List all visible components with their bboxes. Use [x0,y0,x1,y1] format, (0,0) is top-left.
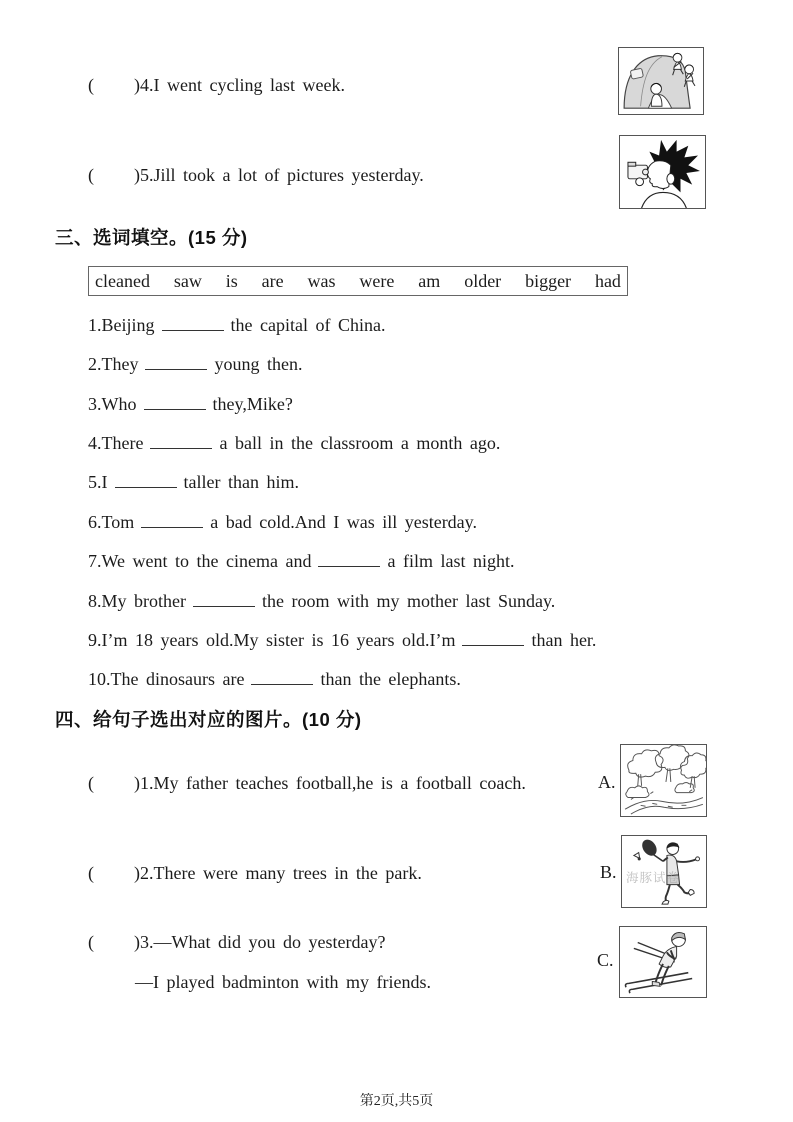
fill-item-2 [88,353,302,375]
fill-blank [318,550,380,567]
match-item-3-line2 [135,971,431,993]
fill-item-7 [88,550,514,572]
item-text: —What did you do yesterday? [153,932,386,952]
sentence-before-blank: 5.I [88,472,108,492]
fill-item-4 [88,432,500,454]
watermark-text: 海豚试卷 [626,871,681,885]
sentence-after-blank: the room with my mother last Sunday. [261,591,556,611]
answer-paren-open: ( [88,932,94,952]
sentence-after-blank: a film last night. [387,551,515,571]
fill-item-8 [88,590,555,612]
fill-blank [251,668,313,685]
word-bank-word: was [307,270,336,291]
item-text: Jill took a lot of pictures yesterday. [153,165,424,185]
children-setting-up-tent-image [618,47,704,115]
sentence-before-blank: 9.I’m 18 years old.My sister is 16 years old.I’m [88,630,456,650]
fill-item-9 [88,629,596,651]
sentence-after-blank: than the elephants. [320,669,461,689]
word-bank-word: were [359,270,395,291]
fill-blank [145,353,207,370]
word-bank-word: bigger [525,270,572,291]
sentence-after-blank: than her. [531,630,597,650]
sentence-after-blank: the capital of China. [230,315,386,335]
skier-image [619,926,707,998]
answer-paren-close: ) [134,863,140,883]
sentence-before-blank: 3.Who [88,394,137,414]
word-bank-word: are [261,270,284,291]
item-number: 3. [140,932,154,952]
answer-paren-close: ) [134,773,140,793]
match-item-2 [88,862,422,884]
badminton-player-image [621,835,707,908]
answer-paren-open: ( [88,773,94,793]
item-text: —I played badminton with my friends. [135,972,431,992]
word-bank-box [88,266,628,296]
fill-blank [462,629,524,646]
picture-label-b: B. [600,862,617,882]
item-text: There were many trees in the park. [153,863,422,883]
fill-blank [115,471,177,488]
fill-blank [141,511,203,528]
item-number: 1. [140,773,154,793]
sentence-after-blank: they,Mike? [212,394,293,414]
fill-item-6 [88,511,477,533]
fill-item-1 [88,314,385,336]
listening-item-5 [88,164,424,186]
park-trees-illustration [621,745,706,816]
sentence-before-blank: 8.My brother [88,591,186,611]
sentence-before-blank: 7.We went to the cinema and [88,551,312,571]
answer-paren-close: ) [134,932,140,952]
fill-blank [193,590,255,607]
word-bank-word: is [225,270,238,291]
sentence-after-blank: young then. [214,354,303,374]
sentence-after-blank: a ball in the classroom a month ago. [219,433,501,453]
sentence-before-blank: 1.Beijing [88,315,155,335]
item-number: 2. [140,863,154,883]
boy-with-camera-illustration [620,136,705,208]
section4-title: 四、给句子选出对应的图片。(10 分) [55,709,362,730]
fill-blank [144,393,206,410]
answer-paren-open: ( [88,165,94,185]
fill-item-10 [88,668,461,690]
answer-paren-close: ) [134,75,140,95]
boy-taking-photo-image [619,135,706,209]
park-with-trees-image [620,744,707,817]
word-bank-word: cleaned [95,270,150,291]
sentence-before-blank: 6.Tom [88,512,135,532]
answer-paren-close: ) [134,165,140,185]
sentence-before-blank: 4.There [88,433,144,453]
fill-item-5 [88,471,299,493]
word-bank-word: am [418,270,441,291]
answer-paren-open: ( [88,75,94,95]
item-number: 5. [140,165,154,185]
picture-label-c: C. [597,950,614,970]
sentence-before-blank: 10.The dinosaurs are [88,669,245,689]
item-number: 4. [140,75,154,95]
word-bank-word: saw [173,270,202,291]
skier-illustration [620,927,706,997]
fill-item-3 [88,393,293,415]
section3-title: 三、选词填空。(15 分) [55,227,248,248]
tent-camping-illustration [619,48,703,114]
word-bank-word: had [594,270,621,291]
sentence-after-blank: a bad cold.And I was ill yesterday. [210,512,478,532]
item-text: My father teaches football,he is a football coach. [153,773,526,793]
page-footer: 第2页,共5页 [359,1094,434,1109]
item-text: I went cycling last week. [153,75,345,95]
sentence-after-blank: taller than him. [183,472,299,492]
fill-blank [150,432,212,449]
answer-paren-open: ( [88,863,94,883]
match-item-1 [88,772,526,794]
listening-item-4 [88,74,345,96]
picture-label-a: A. [598,772,616,792]
word-bank-word: older [464,270,502,291]
fill-blank [162,314,224,331]
match-item-3-line1 [88,931,385,953]
sentence-before-blank: 2.They [88,354,139,374]
